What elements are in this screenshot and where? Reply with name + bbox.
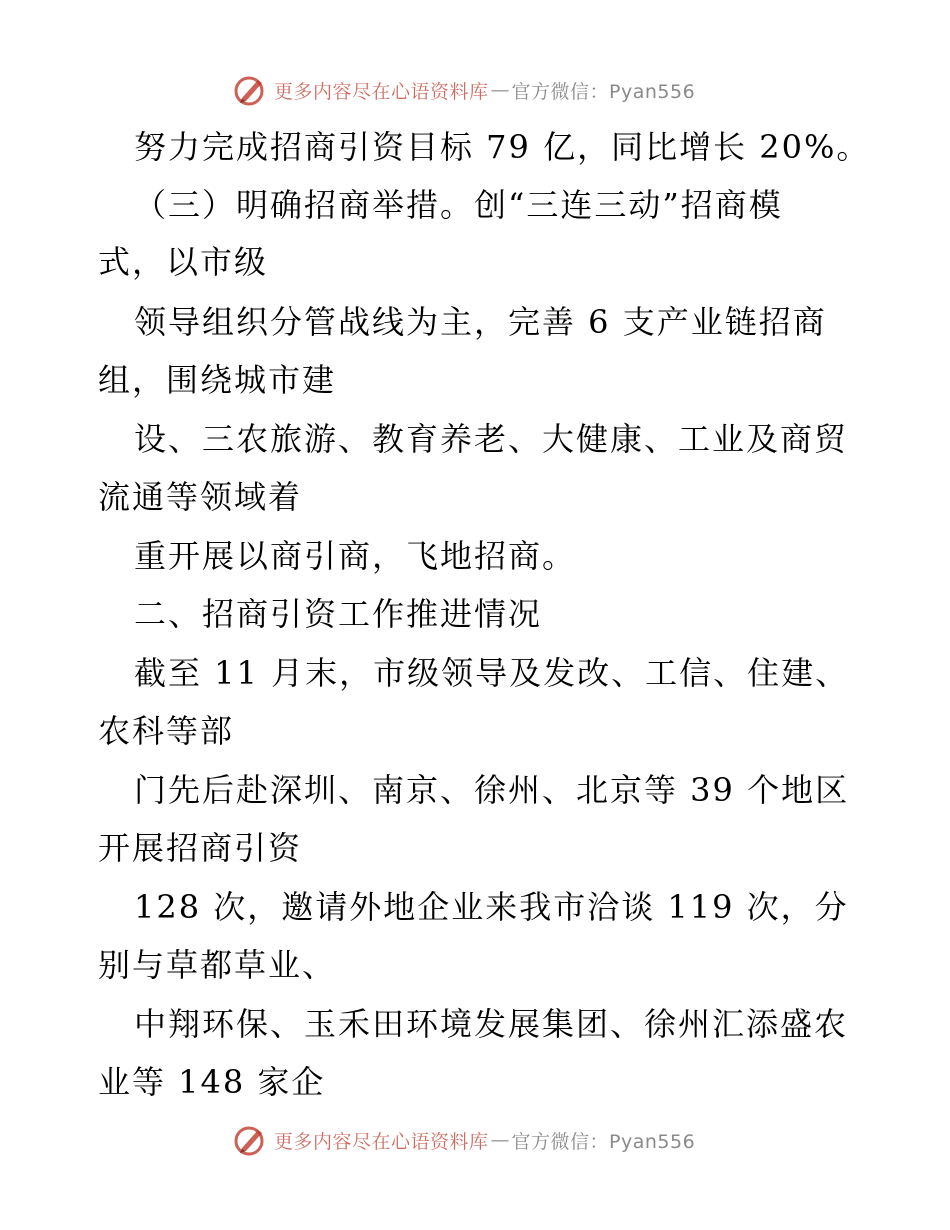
body-line: 别与草都草业、 <box>98 946 337 984</box>
body-line: 式，以市级 <box>98 243 269 281</box>
body-line: 流通等领域着 <box>98 478 303 516</box>
body-line: 农科等部 <box>98 712 235 750</box>
pen-logo-icon <box>232 1122 268 1158</box>
footer-watermark <box>232 1122 695 1158</box>
body-line: 开展招商引资 <box>98 829 303 867</box>
body-line: 业等 148 家企 <box>98 1063 326 1101</box>
body-line: 门先后赴深圳、南京、徐州、北京等 39 个地区 <box>134 771 850 809</box>
watermark-separator: — <box>490 1129 510 1151</box>
section-heading: 二、招商引资工作推进情况 <box>134 595 543 633</box>
body-line: 设、三农旅游、教育养老、大健康、工业及商贸 <box>134 420 849 458</box>
body-line: 中翔环保、玉禾田环境发展集团、徐州汇添盛农 <box>134 1005 849 1043</box>
header-watermark <box>232 72 695 108</box>
watermark-wechat: 官方微信：Pyan556 <box>511 1130 696 1153</box>
watermark-wechat: 官方微信：Pyan556 <box>511 80 696 103</box>
body-line: 组，围绕城市建 <box>98 361 337 399</box>
body-line: 128 次，邀请外地企业来我市洽谈 119 次，分 <box>134 888 849 926</box>
body-line: 努力完成招商引资目标 79 亿，同比增长 20%。 <box>134 128 871 166</box>
body-line: 领导组织分管战线为主，完善 6 支产业链招商 <box>134 303 827 341</box>
watermark-text: 更多内容尽在心语资料库 <box>274 80 489 103</box>
watermark-text: 更多内容尽在心语资料库 <box>274 1130 489 1153</box>
watermark-separator: — <box>490 79 510 101</box>
body-line: （三）明确招商举措。创“三连三动”招商模 <box>134 186 783 224</box>
body-line: 重开展以商引商，飞地招商。 <box>134 537 577 575</box>
body-line: 截至 11 月末，市级领导及发改、工信、住建、 <box>134 654 850 692</box>
pen-logo-icon <box>232 72 268 108</box>
